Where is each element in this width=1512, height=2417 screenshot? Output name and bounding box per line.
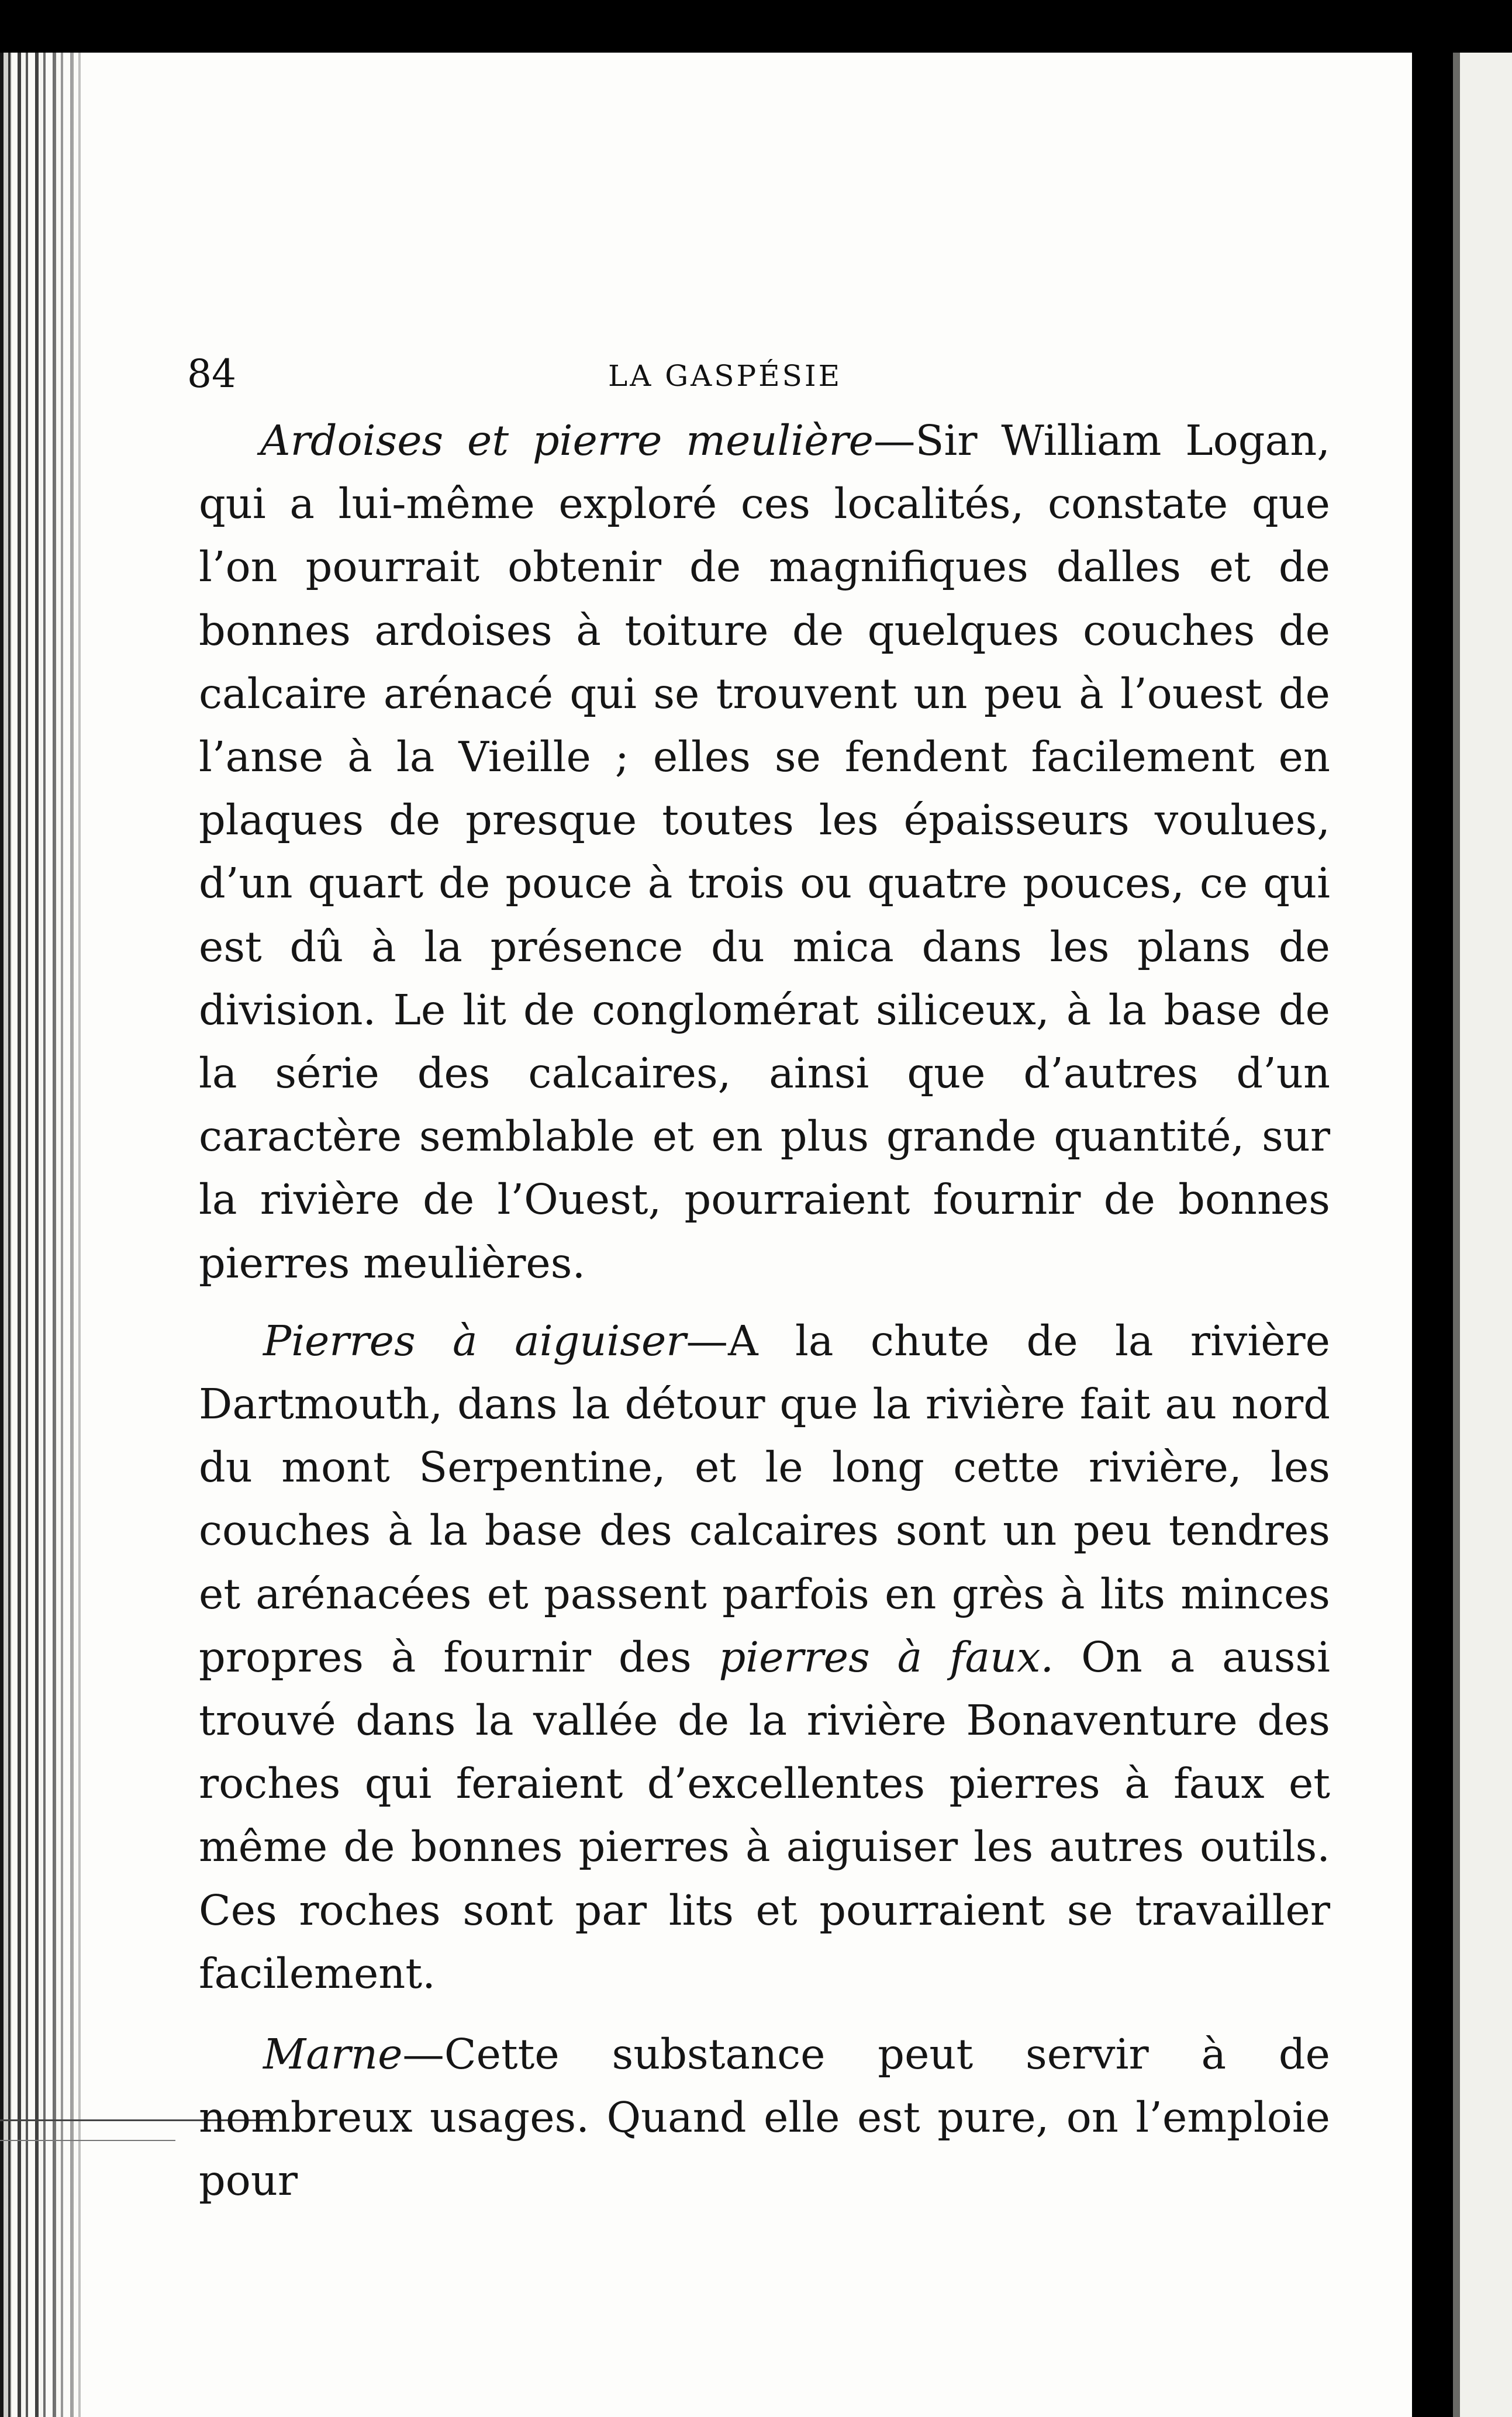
paragraph-lead: Pierres à aiguiser	[263, 1316, 686, 1365]
paragraph-text: —Cette substance peut servir à de nombreux usages. Quand elle est pure, on l’emploie pour	[199, 2030, 1330, 2205]
running-head: LA GASPÉSIE	[608, 359, 843, 393]
paragraph-italic-term: pierres à faux.	[719, 1632, 1054, 1681]
page-body	[199, 409, 1330, 2213]
page-gutter	[1412, 53, 1453, 2417]
adjacent-page-edge	[1453, 53, 1512, 2417]
paragraph-ardoises	[199, 409, 1330, 1295]
scan-artifact-line	[0, 2140, 175, 2141]
paragraph-text: —A la chute de la rivière Dartmouth, dans la détour que la rivière fait au nord du mont Serpentine, et le long cette rivière, les couches à la base des calcaires sont un peu tendres et arénacées et passent parfois en grès à lits minces propres à fournir des	[199, 1316, 1330, 1681]
paragraph-text: —Sir William Logan, qui a lui-même exploré ces localités, constate que l’on pourrait obtenir de magnifiques dalles et de bonnes ardoises à toiture de quelques couches de calcaire arénacé qui se trouvent un peu à l’ouest de l’anse à la Vieille ; elles se fendent facilement en plaques de presque toutes les épaisseurs voulues, d’un quart de pouce à trois ou quatre pouces, ce qui est dû à la présence du mica dans les plans de division. Le lit de conglomérat siliceux, à la base de la série des calcaires, ainsi que d’autres d’un caractère semblable et en plus grande quantité, sur la rivière de l’Ouest, pourraient fournir de bonnes pierres meulières.	[199, 416, 1330, 1287]
scan-top-border	[0, 0, 1512, 58]
paragraph-marne	[199, 2023, 1330, 2213]
page-number: 84	[187, 351, 236, 396]
page-header	[187, 348, 1333, 412]
paragraph-lead: Marne	[263, 2030, 403, 2079]
adjacent-page-shadow	[1453, 53, 1460, 2417]
binding-shadow	[35, 53, 105, 2417]
paragraph-pierres	[199, 1310, 1330, 2005]
paragraph-text: On a aussi trouvé dans la vallée de la rivière Bonaventure des roches qui feraient d’excellentes pierres à faux et même de bonnes pierres à aiguiser les autres outils. Ces roches sont par lits et pourraient se travailler facilement.	[199, 1632, 1330, 1998]
paragraph-lead: Ardoises et pierre meulière	[260, 416, 874, 465]
